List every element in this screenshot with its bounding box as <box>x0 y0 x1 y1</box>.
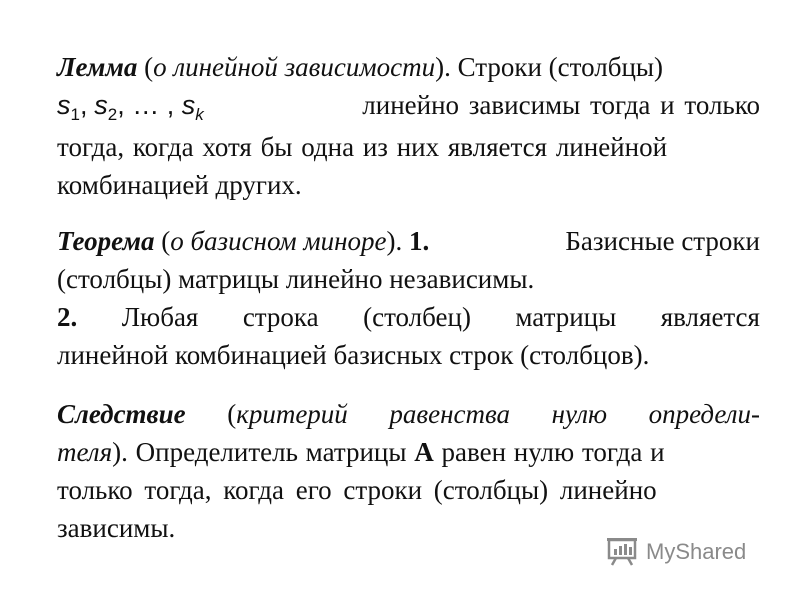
lemma-subtitle: о линейной зависимости <box>153 52 436 82</box>
corollary-line-4: зависимы. <box>57 513 176 543</box>
theorem-title: Теорема <box>57 226 155 256</box>
lemma-vector-list <box>57 86 204 128</box>
var-sk: s <box>181 90 196 120</box>
lemma-open-paren: ( <box>144 52 154 82</box>
matrix-symbol: A <box>414 437 434 467</box>
lemma-line1-rest: Строки (столбцы) <box>450 52 664 82</box>
presentation-board-icon <box>606 537 640 567</box>
sub-2: 2 <box>107 105 118 124</box>
sub-k: k <box>195 105 204 124</box>
theorem-word: строка <box>242 302 319 332</box>
theorem-word: (столбец) <box>363 302 471 332</box>
theorem-paragraph <box>57 222 760 374</box>
theorem-line-2: (столбцы) матрицы линейно независимы. <box>57 264 535 294</box>
corollary-line2-text-b: равен нулю тогда и <box>433 437 665 467</box>
var-s1: s <box>57 90 71 120</box>
corollary-open-paren: ( <box>227 399 237 429</box>
theorem-num-2: 2. <box>57 302 78 332</box>
lemma-line-2 <box>57 86 760 128</box>
corollary-word: определи- <box>648 399 760 429</box>
corollary-paragraph <box>57 395 760 547</box>
corollary-title: Следствие <box>57 399 186 429</box>
lemma-line-4: комбинацией других. <box>57 170 302 200</box>
lemma-line-1 <box>57 48 760 86</box>
myshared-watermark <box>606 534 766 570</box>
sub-1: 1 <box>70 105 80 124</box>
corollary-word: равенства <box>389 399 510 429</box>
corollary-line-3: только тогда, когда его строки (столбцы) линейно <box>57 475 657 505</box>
watermark-text: MyShared <box>646 539 747 564</box>
lemma-paragraph <box>57 48 760 204</box>
comma-1: , <box>79 90 88 120</box>
theorem-line-4: линейной комбинацией базисных строк (столбцов). <box>57 340 650 370</box>
theorem-word: является <box>660 302 760 332</box>
theorem-word: Любая <box>121 302 199 332</box>
theorem-open-paren: ( <box>161 226 171 256</box>
corollary-line-2 <box>57 433 760 471</box>
corollary-word: нулю <box>551 399 608 429</box>
lemma-close-paren: ). <box>435 52 451 82</box>
theorem-line-1 <box>57 222 760 260</box>
theorem-line1-rest: Базисные строки <box>565 226 760 256</box>
var-s2: s <box>94 90 108 120</box>
theorem-word: матрицы <box>515 302 617 332</box>
corollary-line-1 <box>57 395 760 433</box>
lemma-title: Лемма <box>57 52 138 82</box>
lemma-line-3: тогда, когда хотя бы одна из них является линейной <box>57 132 668 162</box>
theorem-subtitle: о базисном миноре <box>170 226 387 256</box>
corollary-line2-italic: теля <box>57 437 113 467</box>
lemma-line2-rest: линейно зависимы тогда и только <box>362 90 760 120</box>
corollary-line2-text-a: ). Определитель матрицы <box>112 437 415 467</box>
theorem-num-1: 1. <box>409 226 430 256</box>
ellipsis: , … , <box>117 90 182 120</box>
theorem-close-paren: ). <box>386 226 403 256</box>
corollary-word: критерий <box>236 399 348 429</box>
theorem-line-3 <box>57 298 760 336</box>
